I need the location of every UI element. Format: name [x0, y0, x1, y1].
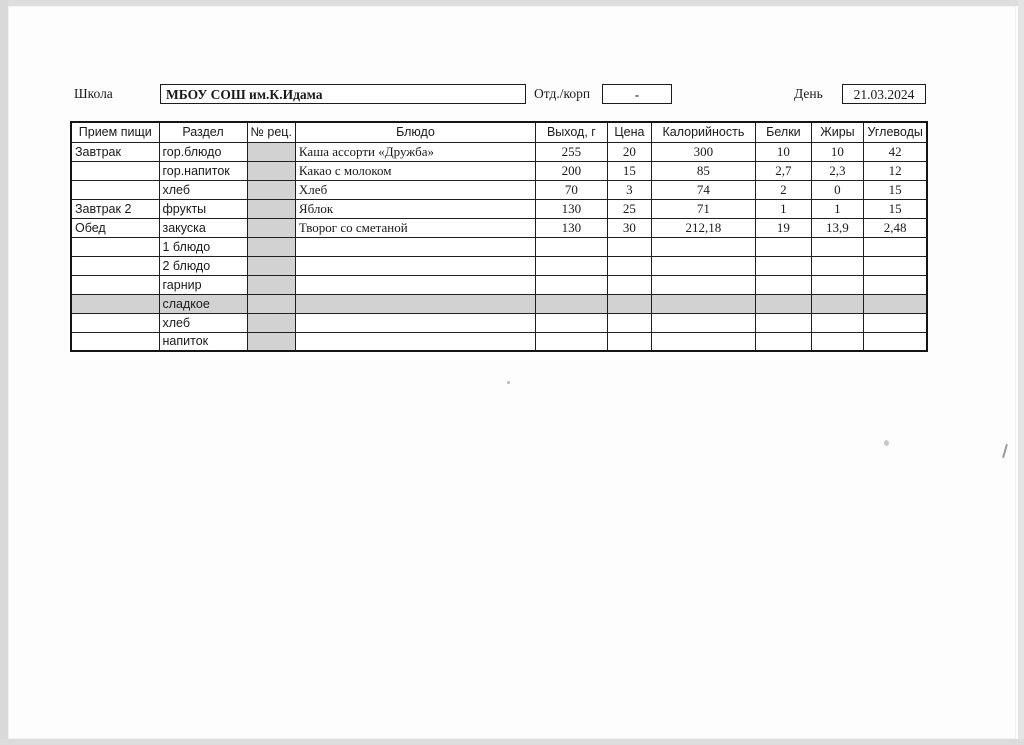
table-row — [71, 256, 927, 275]
scan-edge-bottom — [0, 739, 1024, 745]
column-header-price: Цена — [607, 122, 651, 142]
cell-recipe — [247, 199, 295, 218]
cell-calories — [651, 256, 755, 275]
cell-section: 1 блюдо — [159, 237, 247, 256]
cell-carbs: 12 — [863, 161, 927, 180]
school-name-field: МБОУ СОШ им.К.Идама — [160, 84, 526, 104]
cell-price — [607, 332, 651, 351]
column-header-output: Выход, г — [535, 122, 607, 142]
cell-fat: 1 — [811, 199, 863, 218]
cell-section: хлеб — [159, 180, 247, 199]
cell-output — [535, 294, 607, 313]
cell-price: 15 — [607, 161, 651, 180]
cell-calories — [651, 294, 755, 313]
cell-fat — [811, 332, 863, 351]
cell-protein: 19 — [755, 218, 811, 237]
cell-output — [535, 275, 607, 294]
scan-speck — [884, 440, 889, 446]
cell-calories: 71 — [651, 199, 755, 218]
school-label: Школа — [74, 86, 113, 101]
cell-meal: Завтрак 2 — [71, 199, 159, 218]
table-row — [71, 275, 927, 294]
menu-table-body — [71, 142, 927, 351]
cell-carbs: 2,48 — [863, 218, 927, 237]
cell-meal — [71, 313, 159, 332]
cell-section: фрукты — [159, 199, 247, 218]
cell-dish: Яблок — [295, 199, 535, 218]
cell-calories: 85 — [651, 161, 755, 180]
cell-meal — [71, 256, 159, 275]
cell-meal: Завтрак — [71, 142, 159, 161]
cell-meal — [71, 161, 159, 180]
cell-meal — [71, 294, 159, 313]
cell-carbs — [863, 256, 927, 275]
cell-price: 20 — [607, 142, 651, 161]
cell-meal — [71, 332, 159, 351]
column-header-calories: Калорийность — [651, 122, 755, 142]
cell-protein — [755, 237, 811, 256]
cell-carbs — [863, 313, 927, 332]
cell-fat: 2,3 — [811, 161, 863, 180]
table-row — [71, 294, 927, 313]
cell-fat: 0 — [811, 180, 863, 199]
table-row — [71, 142, 927, 161]
cell-recipe — [247, 275, 295, 294]
cell-recipe — [247, 332, 295, 351]
cell-dish: Творог со сметаной — [295, 218, 535, 237]
cell-carbs: 42 — [863, 142, 927, 161]
cell-section: гарнир — [159, 275, 247, 294]
cell-dish — [295, 256, 535, 275]
cell-fat — [811, 294, 863, 313]
cell-recipe — [247, 294, 295, 313]
cell-carbs — [863, 275, 927, 294]
cell-price — [607, 313, 651, 332]
cell-section: 2 блюдо — [159, 256, 247, 275]
column-header-carbs: Углеводы — [863, 122, 927, 142]
table-row — [71, 218, 927, 237]
cell-output: 130 — [535, 199, 607, 218]
cell-dish — [295, 294, 535, 313]
menu-table — [70, 121, 928, 352]
document-header — [70, 84, 926, 106]
table-row — [71, 332, 927, 351]
cell-output: 200 — [535, 161, 607, 180]
menu-table-header-row — [71, 122, 927, 142]
cell-calories — [651, 313, 755, 332]
cell-output — [535, 313, 607, 332]
cell-carbs: 15 — [863, 199, 927, 218]
cell-fat — [811, 256, 863, 275]
cell-price — [607, 256, 651, 275]
cell-calories: 300 — [651, 142, 755, 161]
cell-recipe — [247, 180, 295, 199]
table-row — [71, 313, 927, 332]
column-header-protein: Белки — [755, 122, 811, 142]
paper-surface — [8, 6, 1016, 739]
cell-section: закуска — [159, 218, 247, 237]
cell-section: гор.напиток — [159, 161, 247, 180]
table-row — [71, 237, 927, 256]
column-header-fat: Жиры — [811, 122, 863, 142]
column-header-dish: Блюдо — [295, 122, 535, 142]
cell-meal — [71, 237, 159, 256]
cell-calories: 74 — [651, 180, 755, 199]
cell-fat — [811, 313, 863, 332]
cell-section: хлеб — [159, 313, 247, 332]
cell-output — [535, 237, 607, 256]
cell-calories — [651, 275, 755, 294]
cell-protein: 2,7 — [755, 161, 811, 180]
menu-table-head — [71, 122, 927, 142]
cell-protein: 2 — [755, 180, 811, 199]
cell-price — [607, 275, 651, 294]
cell-carbs — [863, 294, 927, 313]
cell-protein — [755, 256, 811, 275]
scan-edge-right — [1018, 0, 1024, 745]
cell-calories: 212,18 — [651, 218, 755, 237]
cell-recipe — [247, 142, 295, 161]
cell-output: 70 — [535, 180, 607, 199]
cell-dish: Какао с молоком — [295, 161, 535, 180]
cell-recipe — [247, 313, 295, 332]
column-header-meal: Прием пищи — [71, 122, 159, 142]
cell-meal — [71, 275, 159, 294]
cell-dish — [295, 275, 535, 294]
cell-price: 3 — [607, 180, 651, 199]
cell-section: сладкое — [159, 294, 247, 313]
cell-carbs — [863, 332, 927, 351]
table-row — [71, 161, 927, 180]
building-field: - — [602, 84, 672, 104]
cell-meal: Обед — [71, 218, 159, 237]
cell-calories — [651, 237, 755, 256]
cell-fat: 10 — [811, 142, 863, 161]
cell-dish — [295, 332, 535, 351]
cell-price: 25 — [607, 199, 651, 218]
cell-calories — [651, 332, 755, 351]
table-row — [71, 199, 927, 218]
cell-dish — [295, 313, 535, 332]
cell-recipe — [247, 237, 295, 256]
cell-protein — [755, 294, 811, 313]
cell-fat — [811, 275, 863, 294]
cell-protein — [755, 332, 811, 351]
table-row — [71, 180, 927, 199]
building-label: Отд./корп — [534, 86, 591, 101]
column-header-section: Раздел — [159, 122, 247, 142]
cell-dish: Каша ассорти «Дружба» — [295, 142, 535, 161]
cell-price: 30 — [607, 218, 651, 237]
cell-output: 255 — [535, 142, 607, 161]
cell-carbs — [863, 237, 927, 256]
cell-carbs: 15 — [863, 180, 927, 199]
column-header-recipe: № рец. — [247, 122, 295, 142]
cell-recipe — [247, 256, 295, 275]
cell-fat — [811, 237, 863, 256]
cell-section: гор.блюдо — [159, 142, 247, 161]
cell-output — [535, 256, 607, 275]
cell-protein: 1 — [755, 199, 811, 218]
cell-fat: 13,9 — [811, 218, 863, 237]
cell-price — [607, 294, 651, 313]
cell-recipe — [247, 218, 295, 237]
cell-protein — [755, 275, 811, 294]
day-date-field: 21.03.2024 — [842, 84, 926, 104]
cell-dish — [295, 237, 535, 256]
scan-speck — [507, 381, 510, 384]
cell-meal — [71, 180, 159, 199]
day-label: День — [794, 86, 823, 101]
scan-edge-left — [0, 0, 8, 745]
cell-price — [607, 237, 651, 256]
cell-dish: Хлеб — [295, 180, 535, 199]
cell-protein — [755, 313, 811, 332]
cell-protein: 10 — [755, 142, 811, 161]
cell-output: 130 — [535, 218, 607, 237]
cell-recipe — [247, 161, 295, 180]
cell-section: напиток — [159, 332, 247, 351]
cell-output — [535, 332, 607, 351]
